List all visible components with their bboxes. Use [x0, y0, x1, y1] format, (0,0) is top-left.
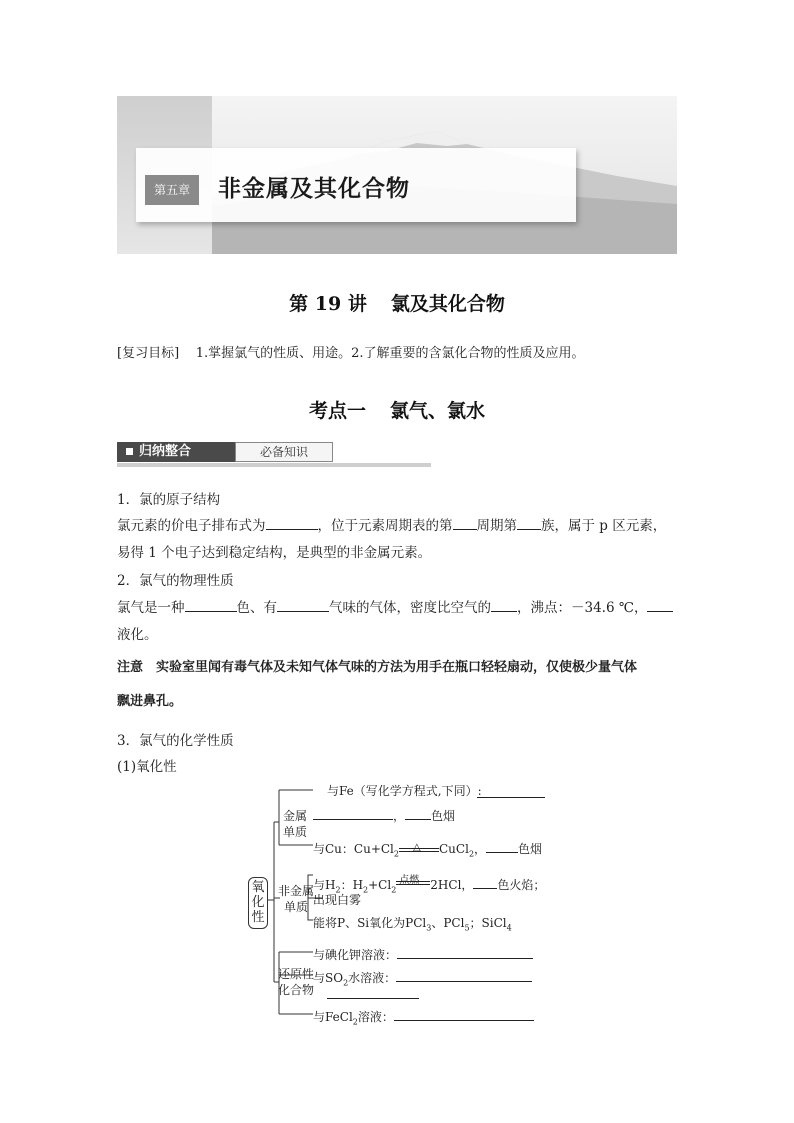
text-span: 水溶液：: [348, 971, 397, 985]
text-span: 溶液：: [357, 1010, 394, 1024]
text-span: 色、有: [236, 600, 277, 616]
reaction-p-si: [313, 914, 512, 932]
text-span: 与碘化钾溶液：: [313, 948, 398, 962]
text-span: ，沸点：－34.6 ℃，: [517, 600, 648, 616]
fill-blank[interactable]: [477, 797, 545, 798]
text-span: ：H: [340, 878, 364, 892]
text-span: 色烟: [518, 842, 543, 856]
review-goals-tag: [复习目标]: [117, 346, 180, 361]
fill-blank[interactable]: [394, 1006, 534, 1021]
fill-blank[interactable]: [486, 838, 518, 853]
text-span: ，位于元素周期表的第: [317, 518, 453, 534]
review-goals-text: 1.掌握氯气的性质、用途。2.了解重要的含氯化合物的性质及应用。: [195, 346, 585, 361]
subscript: 2: [343, 978, 349, 988]
category-label: 金属: [282, 809, 307, 823]
chapter-badge: 第五章: [145, 175, 199, 205]
text-span: 与SO: [313, 971, 344, 985]
category-label: 非金属: [277, 884, 314, 898]
ignite-condition: 点燃: [399, 875, 420, 886]
category-metal: [280, 808, 310, 840]
subscript: 2: [391, 885, 397, 895]
text-span: CuCl: [439, 842, 469, 856]
section-name: 氯气、氯水: [390, 400, 486, 422]
fill-blank[interactable]: [397, 944, 533, 959]
item3-subheading: (1)氧化性: [117, 759, 177, 775]
item2-heading: 2．氯气的物理性质: [117, 573, 234, 589]
item2-line2: 液化。: [117, 627, 158, 643]
fill-blank[interactable]: [396, 967, 532, 982]
reaction-cu: 与Cu：$Cu+Cl_2$ △ CuCl$_2$， 色烟: [313, 838, 542, 858]
diagram-root-oxidizing: 氧化性: [248, 877, 268, 929]
text-span: 、PCl: [431, 916, 465, 930]
subscript: 2: [352, 1017, 358, 1027]
fill-blank[interactable]: [313, 805, 393, 820]
reaction-fe-line2: ， 色烟: [313, 805, 455, 824]
fill-blank[interactable]: [327, 998, 419, 999]
subscript: 5: [464, 923, 470, 933]
text-span: 色烟: [431, 809, 456, 823]
heat-condition: △: [413, 842, 421, 853]
text-span: 色火焰；: [497, 878, 546, 892]
subscript: 2: [468, 849, 475, 859]
text-span: 与H: [313, 878, 336, 892]
category-nonmetal: [277, 883, 315, 915]
subscript: 2: [363, 885, 369, 895]
reaction-ki: [313, 944, 533, 963]
reaction-fecl2: [313, 1006, 534, 1026]
category-label: 还原性: [277, 967, 314, 981]
note-line2: 飘进鼻孔。: [117, 694, 183, 709]
category-label: 单质: [283, 900, 308, 914]
chapter-title: 非金属及其化合物: [218, 176, 410, 202]
item1-heading: 1．氯的原子结构: [117, 492, 221, 508]
item3-heading: 3．氯气的化学性质: [117, 733, 234, 749]
fill-blank[interactable]: [405, 805, 431, 820]
item1-line2: 易得 1 个电子达到稳定结构，是典型的非金属元素。: [117, 545, 432, 561]
subscript: 2: [393, 849, 399, 859]
text-span: +Cl: [368, 878, 392, 892]
subscript: 3: [426, 923, 432, 933]
reaction-fe: 与Fe（写化学方程式,下同）:: [327, 784, 482, 798]
text-span: 氯气是一种: [117, 600, 185, 616]
lecture-name: 氯及其化合物: [390, 293, 505, 315]
summary-label: 归纳整合: [139, 444, 192, 459]
lecture-number: 第 19 讲: [289, 293, 367, 315]
section-number: 考点一: [308, 400, 366, 422]
text-span: ；SiCl: [469, 916, 507, 930]
category-label: 单质: [282, 825, 307, 839]
text-span: 与FeCl: [313, 1010, 353, 1024]
text-span: 与Cu：Cu+Cl: [313, 842, 394, 856]
text-span: 气味的气体，密度比空气的: [329, 600, 491, 616]
text-span: 族，属于 p 区元素，: [541, 518, 667, 534]
subscript: 2: [335, 885, 341, 895]
white-fog: 出现白雾: [313, 893, 362, 907]
text-span: 能将P、Si氧化为PCl: [313, 916, 427, 930]
category-label: 化合物: [277, 983, 314, 997]
summary-bar-light: 必备知识: [235, 442, 333, 462]
reaction-arrow: [396, 875, 430, 889]
text-span: 氯元素的价电子排布式为: [117, 518, 266, 534]
text-span: 周期第: [476, 518, 517, 534]
category-reducing: [276, 966, 316, 998]
fill-blank[interactable]: [473, 874, 497, 889]
text-span: 2HCl，: [430, 878, 474, 892]
reaction-so2: [313, 967, 532, 987]
subscript: 4: [506, 923, 512, 933]
note-line1: 注意 实验室里闻有毒气体及未知气体气味的方法为用手在瓶口轻轻扇动，仅使极少量气体: [117, 660, 638, 675]
